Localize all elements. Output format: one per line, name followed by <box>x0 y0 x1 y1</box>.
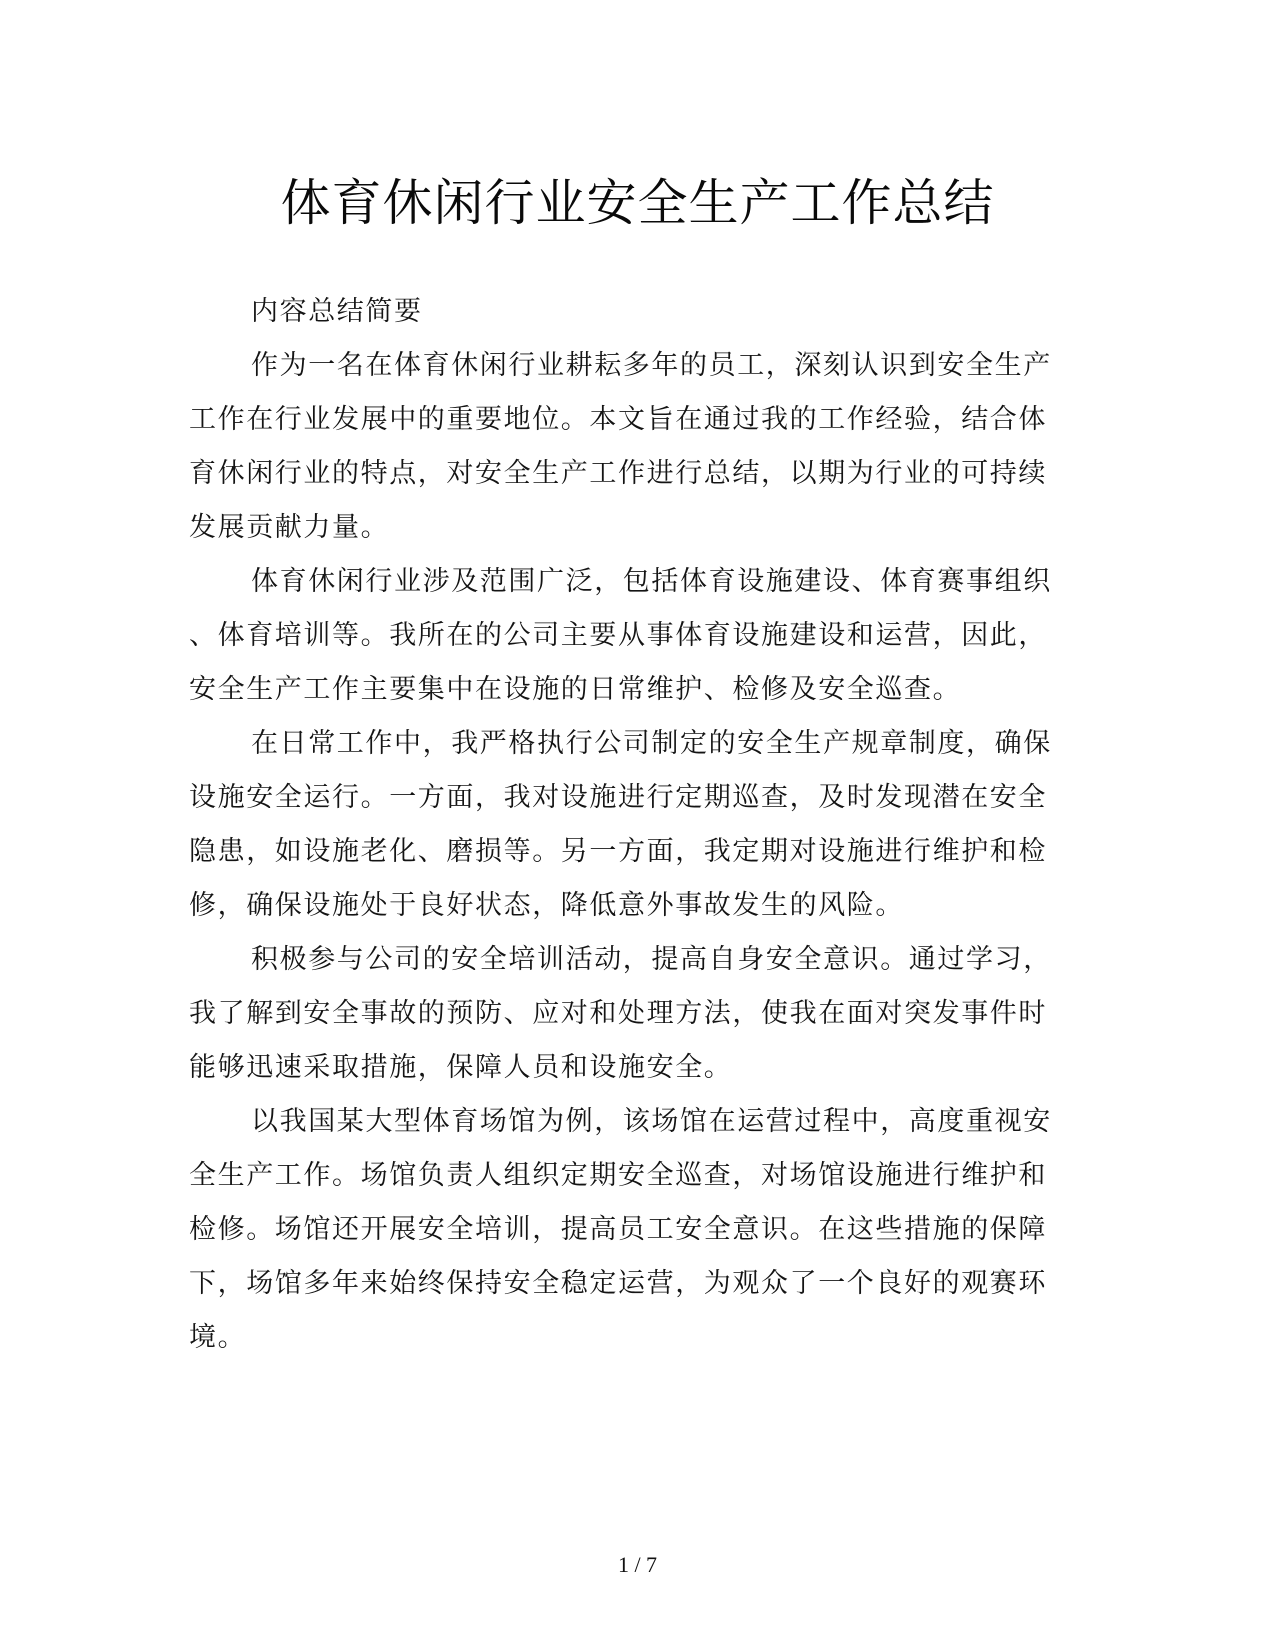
paragraph-4-line-1: 积极参与公司的安全培训活动，提高自身安全意识。通过学习， <box>251 944 1052 975</box>
paragraph-3-line-2: 设施安全运行。一方面，我对设施进行定期巡查，及时发现潜在安全 <box>189 782 1047 813</box>
paragraph-4-line-2: 我了解到安全事故的预防、应对和处理方法，使我在面对突发事件时 <box>189 998 1047 1029</box>
paragraph-1-line-1: 作为一名在体育休闲行业耕耘多年的员工，深刻认识到安全生产 <box>251 350 1052 381</box>
paragraph-5-line-2: 全生产工作。场馆负责人组织定期安全巡查，对场馆设施进行维护和 <box>189 1160 1047 1191</box>
paragraph-2-line-2: 、体育培训等。我所在的公司主要从事体育设施建设和运营，因此， <box>189 620 1047 651</box>
paragraph-3-line-3: 隐患，如设施老化、磨损等。另一方面，我定期对设施进行维护和检 <box>189 836 1047 867</box>
paragraph-4-line-3: 能够迅速采取措施，保障人员和设施安全。 <box>189 1052 733 1083</box>
paragraph-5-line-5: 境。 <box>189 1322 247 1353</box>
paragraph-2-line-3: 安全生产工作主要集中在设施的日常维护、检修及安全巡查。 <box>189 674 962 705</box>
paragraph-2-line-1: 体育休闲行业涉及范围广泛，包括体育设施建设、体育赛事组织 <box>251 566 1052 597</box>
document-title: 体育休闲行业安全生产工作总结 <box>280 174 995 232</box>
paragraph-3-line-4: 修，确保设施处于良好状态，降低意外事故发生的风险。 <box>189 890 904 921</box>
paragraph-1-line-3: 育休闲行业的特点，对安全生产工作进行总结，以期为行业的可持续 <box>189 458 1047 489</box>
summary-heading: 内容总结简要 <box>251 296 423 327</box>
paragraph-5-line-1: 以我国某大型体育场馆为例，该场馆在运营过程中，高度重视安 <box>251 1106 1052 1137</box>
paragraph-1-line-2: 工作在行业发展中的重要地位。本文旨在通过我的工作经验，结合体 <box>189 404 1047 435</box>
paragraph-3-line-1: 在日常工作中，我严格执行公司制定的安全生产规章制度，确保 <box>251 728 1052 759</box>
page-number: 1 / 7 <box>617 1552 658 1577</box>
paragraph-1-line-4: 发展贡献力量。 <box>189 512 390 543</box>
paragraph-5-line-4: 下，场馆多年来始终保持安全稳定运营，为观众了一个良好的观赛环 <box>189 1268 1047 1299</box>
paragraph-5-line-3: 检修。场馆还开展安全培训，提高员工安全意识。在这些措施的保障 <box>189 1214 1047 1245</box>
